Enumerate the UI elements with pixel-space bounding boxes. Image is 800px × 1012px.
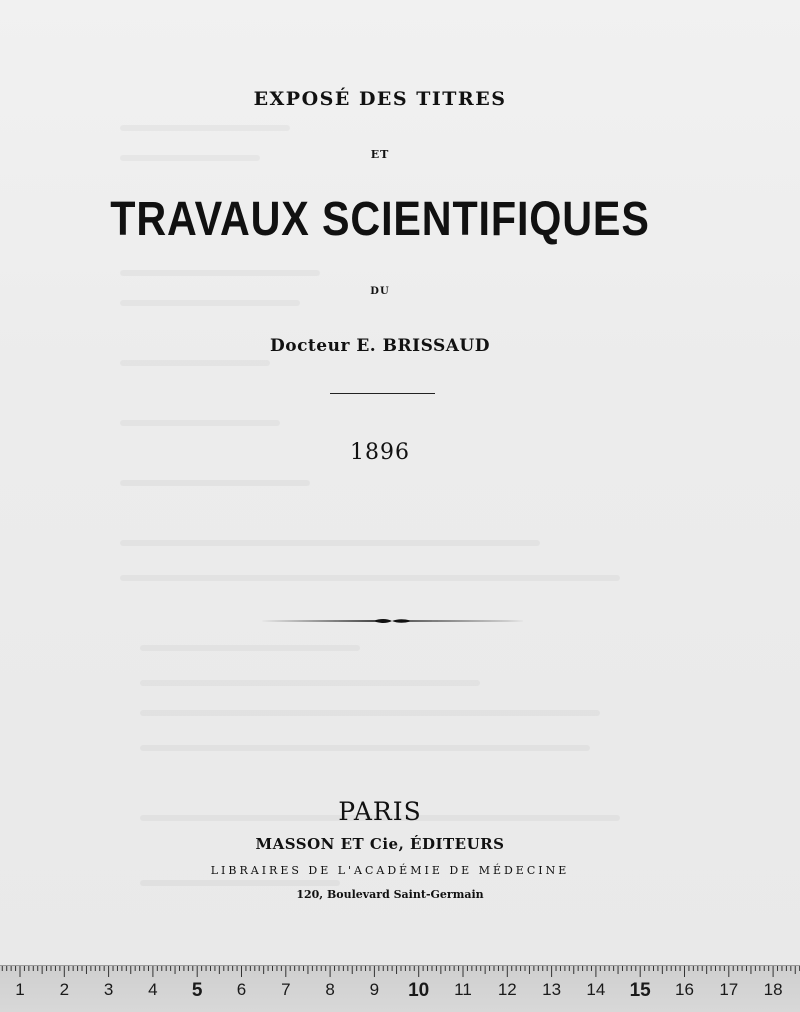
imprint-city: PARIS xyxy=(338,797,422,826)
ruler-number: 3 xyxy=(103,980,114,999)
bleed-through xyxy=(140,880,340,886)
ruler-number: 1 xyxy=(15,980,25,999)
bleed-through xyxy=(140,710,600,716)
bleed-through xyxy=(120,480,310,486)
ruler-number: 16 xyxy=(675,980,694,999)
author-name: Docteur E. BRISSAUD xyxy=(269,336,491,356)
bleed-through xyxy=(140,680,480,686)
publication-year: 1896 xyxy=(350,440,410,465)
ruler-number: 15 xyxy=(629,980,651,1001)
bleed-through xyxy=(120,575,620,581)
ruler-number: 7 xyxy=(281,980,291,999)
publisher-name: MASSON ET Cie, ÉDITEURS xyxy=(255,835,505,853)
ruler-number: 6 xyxy=(236,980,247,999)
ruler-number: 18 xyxy=(763,980,783,999)
bleed-through xyxy=(140,745,590,751)
short-rule xyxy=(330,393,435,394)
bleed-through xyxy=(140,645,360,651)
ornamental-rule xyxy=(260,616,525,626)
title-line-expose: EXPOSÉ DES TITRES xyxy=(253,88,507,110)
ruler-number: 5 xyxy=(191,980,203,1001)
ruler-number: 2 xyxy=(59,980,70,999)
bleed-through xyxy=(120,300,300,306)
ruler-number: 14 xyxy=(586,980,606,999)
publisher-address: 120, Boulevard Saint-Germain xyxy=(296,888,484,901)
title-line-du: DU xyxy=(370,286,390,297)
main-title: TRAVAUX SCIENTIFIQUES xyxy=(110,193,650,246)
ruler-number: 9 xyxy=(369,980,380,999)
title-line-et: ET xyxy=(370,148,390,161)
ruler-number: 8 xyxy=(325,980,335,999)
ruler-number: 17 xyxy=(719,980,739,999)
bleed-through xyxy=(120,540,540,546)
ruler-number: 10 xyxy=(408,980,430,1001)
ruler-number: 11 xyxy=(454,980,472,999)
publisher-subtitle: LIBRAIRES DE L'ACADÉMIE DE MÉDECINE xyxy=(210,864,570,877)
ruler-number: 13 xyxy=(542,980,562,999)
bleed-through xyxy=(120,125,290,131)
measuring-ruler xyxy=(0,965,800,1012)
bleed-through xyxy=(120,360,270,366)
ruler-number: 4 xyxy=(148,980,158,999)
bleed-through xyxy=(120,420,280,426)
ruler-number: 12 xyxy=(497,980,517,999)
bleed-through xyxy=(120,270,320,276)
